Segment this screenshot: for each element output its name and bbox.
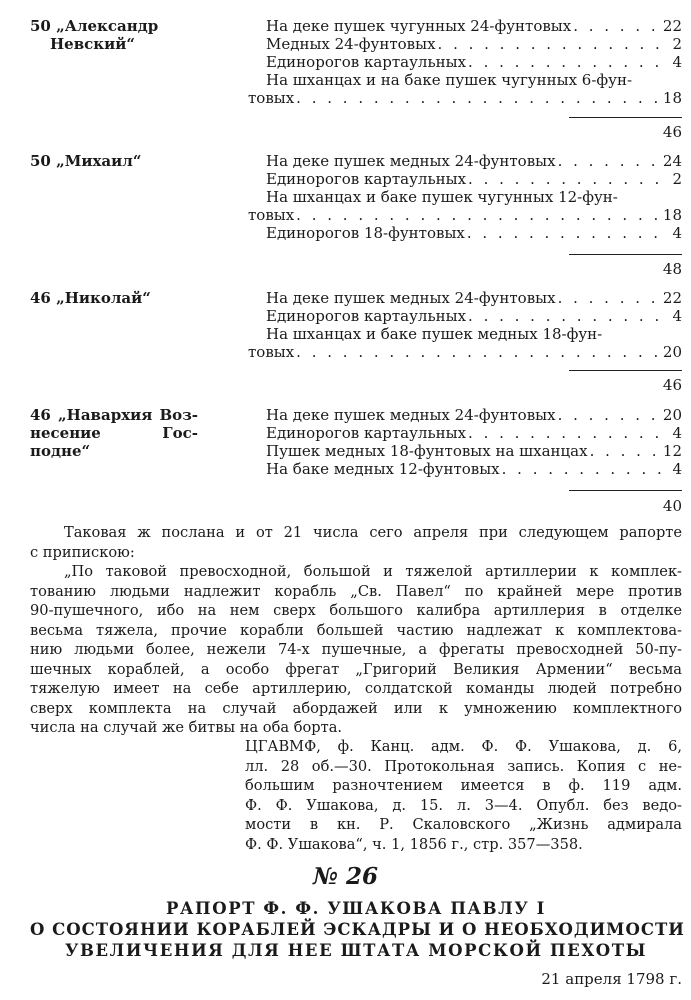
armament-label-cont: товых	[248, 89, 295, 107]
document-number: № 26	[312, 863, 378, 890]
title-line: РАПОРТ Ф. Ф. УШАКОВА ПАВЛУ I	[166, 899, 546, 918]
armament-label-cont: товых	[248, 206, 295, 224]
armament-item	[266, 35, 682, 53]
paragraph-line: шечных кораблей, а особо фрегат „Григорий Великия Армении“ весьма	[30, 660, 682, 678]
paragraph-line: с припискою:	[30, 543, 135, 561]
armament-label: Медных 24-фунтовых	[266, 35, 436, 53]
source-line: лл. 28 об.—30. Протокольная запись. Копия с не-	[245, 757, 682, 775]
ship-total: 40	[662, 497, 682, 515]
armament-label: Единорогов картаульных	[266, 424, 467, 442]
ship-total: 48	[662, 260, 682, 278]
sum-rule	[569, 370, 682, 371]
ship-total: 46	[662, 123, 682, 141]
ship-name	[30, 17, 230, 53]
armament-qty: 20	[662, 406, 682, 424]
sum-rule	[569, 490, 682, 491]
armament-item	[266, 224, 682, 242]
ship-name-line: 50 „Александр	[30, 17, 159, 35]
armament-item	[266, 152, 682, 170]
armament-list	[248, 289, 682, 361]
armament-label-cont: товых	[248, 343, 295, 361]
title-line: О СОСТОЯНИИ КОРАБЛЕЙ ЭСКАДРЫ И О НЕОБХОДИМОСТИ	[30, 920, 685, 939]
armament-qty: 24	[662, 152, 682, 170]
armament-qty: 2	[672, 35, 682, 53]
armament-qty: 4	[672, 307, 682, 325]
armament-qty: 18	[662, 89, 682, 107]
armament-list	[248, 152, 682, 242]
armament-label: На деке пушек медных 24-фунтовых	[266, 152, 556, 170]
armament-item	[266, 289, 682, 307]
armament-qty: 4	[672, 424, 682, 442]
paragraph-line: тованию людьми надлежит корабль „Св. Павел“ по крайней мере против	[30, 582, 682, 600]
armament-label: На шханцах и на баке пушек чугунных 6-фун-	[266, 71, 633, 89]
armament-item	[266, 442, 682, 460]
armament-qty: 2	[672, 170, 682, 188]
ship-name	[30, 289, 230, 307]
armament-label: Единорогов 18-фунтовых	[266, 224, 465, 242]
armament-qty: 12	[662, 442, 682, 460]
armament-list	[248, 17, 682, 107]
armament-label: На шханцах и баке пушек чугунных 12-фун-	[266, 188, 618, 206]
paragraph-line: тяжелую имеет на себе артиллерию, солдатской команды людей потребно	[30, 680, 682, 697]
armament-label: На деке пушек медных 24-фунтовых	[266, 289, 556, 307]
armament-item	[248, 325, 682, 361]
archive-source-note	[245, 737, 682, 854]
source-line: мости в кн. Р. Скаловского „Жизнь адмирала	[245, 816, 682, 833]
armament-label: Единорогов картаульных	[266, 170, 467, 188]
armament-item	[266, 406, 682, 424]
armament-qty: 4	[672, 224, 682, 242]
armament-item	[266, 460, 682, 478]
armament-qty: 20	[662, 343, 682, 361]
armament-label: На деке пушек медных 24-фунтовых	[266, 406, 556, 424]
paragraph-line: сверх комплекта на случай абордажей или к умножению комплектного	[30, 699, 682, 717]
ship-name-line: 46 „Николай“	[30, 289, 151, 307]
armament-item	[248, 71, 682, 107]
document-date: 21 апреля 1798 г.	[541, 970, 682, 988]
body-paragraph	[30, 523, 682, 738]
source-line: большим разночтением имеется в ф. 119 адм.	[245, 777, 682, 794]
armament-label: На деке пушек чугунных 24-фунтовых	[266, 17, 572, 35]
armament-label: Пушек медных 18-фунтовых на шханцах	[266, 442, 588, 460]
ship-name	[30, 152, 230, 170]
paragraph-line: нию людьми более, нежели 74-х пушечные, а фрегаты превосходней 50-пу-	[30, 641, 682, 658]
armament-item	[266, 53, 682, 71]
paragraph-line: „По таковой превосходной, большой и тяжелой артиллерии к комплек-	[64, 563, 682, 580]
armament-label: Единорогов картаульных	[266, 53, 467, 71]
sum-rule	[569, 117, 682, 118]
ship-name	[30, 406, 198, 460]
armament-list	[266, 406, 682, 478]
source-line: Ф. Ф. Ушакова“, ч. 1, 1856 г., стр. 357—358.	[245, 835, 583, 853]
ship-name-line: Невский“	[50, 35, 135, 53]
armament-item	[266, 17, 682, 35]
armament-item	[266, 307, 682, 325]
paragraph-line: весьма тяжела, прочие корабли большей частию надлежат к комплектова-	[30, 621, 682, 639]
armament-item	[266, 424, 682, 442]
armament-label: На шханцах и баке пушек медных 18-фун-	[266, 325, 603, 343]
source-line: ЦГАВМФ, ф. Канц. адм. Ф. Ф. Ушакова, д. 6,	[245, 738, 682, 755]
paragraph-line: Таковая ж послана и от 21 числа сего апреля при следующем рапорте	[64, 524, 682, 541]
armament-qty: 22	[662, 289, 682, 307]
ship-name-line: 50 „Михаил“	[30, 152, 142, 170]
paragraph-line: числа на случай же битвы на оба борта.	[30, 719, 343, 736]
source-line: Ф. Ф. Ушакова, д. 15. л. 3—4. Опубл. без ведо-	[245, 796, 682, 814]
armament-qty: 22	[662, 17, 682, 35]
armament-qty: 4	[672, 53, 682, 71]
armament-qty: 4	[672, 460, 682, 478]
document-title	[30, 898, 685, 961]
armament-label: Единорогов картаульных	[266, 307, 467, 325]
title-line: УВЕЛИЧЕНИЯ ДЛЯ НЕЕ ШТАТА МОРСКОЙ ПЕХОТЫ	[64, 941, 648, 960]
ship-name-line: несение Гос-	[30, 424, 198, 442]
paragraph-line: 90-пушечного, ибо на нем сверх большого калибра артиллерия в отделке	[30, 602, 682, 619]
ship-name-line: 46 „Навархия Воз-	[30, 406, 198, 424]
ship-name-line: подне“	[30, 442, 91, 460]
armament-qty: 18	[662, 206, 682, 224]
ship-total: 46	[662, 376, 682, 394]
armament-item	[248, 188, 682, 224]
armament-label: На баке медных 12-фунтовых	[266, 460, 500, 478]
armament-item	[266, 170, 682, 188]
sum-rule	[569, 254, 682, 255]
